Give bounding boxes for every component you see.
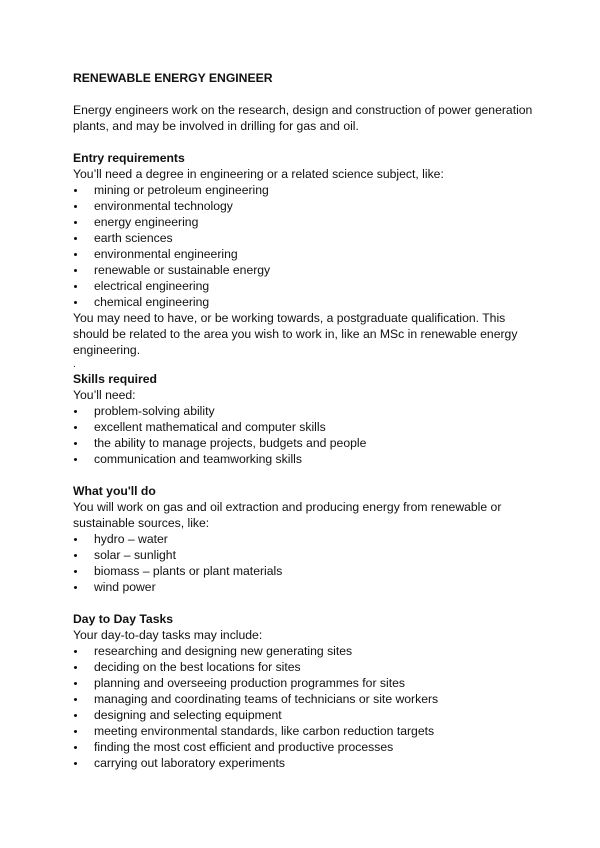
list-item: environmental technology [73, 198, 543, 214]
what-youll-do-list [73, 531, 543, 595]
what-youll-do-heading: What you'll do [73, 484, 156, 498]
list-item: designing and selecting equipment [73, 707, 543, 723]
what-youll-do-lead: You will work on gas and oil extraction and producing energy from renewable or sustainable sources, like: [73, 500, 502, 530]
skills-required-heading: Skills required [73, 372, 157, 386]
intro-paragraph: Energy engineers work on the research, design and construction of power generation plants, and may be involved in drilling for gas and oil. [73, 103, 533, 133]
entry-requirements-note: You may need to have, or be working towards, a postgraduate qualification. This should be related to the area you wish to work in, like an MSc in renewable energy engineering. [73, 311, 518, 357]
list-item: carrying out laboratory experiments [73, 755, 543, 771]
list-item: planning and overseeing production programmes for sites [73, 675, 543, 691]
entry-requirements-heading: Entry requirements [73, 151, 185, 165]
list-item: renewable or sustainable energy [73, 262, 543, 278]
list-item: meeting environmental standards, like carbon reduction targets [73, 723, 543, 739]
list-item: finding the most cost efficient and productive processes [73, 739, 543, 755]
list-item: managing and coordinating teams of technicians or site workers [73, 691, 543, 707]
skills-required-list [73, 403, 543, 467]
entry-requirements-list [73, 182, 543, 310]
list-item: chemical engineering [73, 294, 543, 310]
list-item: communication and teamworking skills [73, 451, 543, 467]
list-item: energy engineering [73, 214, 543, 230]
day-to-day-tasks-list [73, 643, 543, 771]
page-title: RENEWABLE ENERGY ENGINEER [73, 71, 273, 85]
list-item: deciding on the best locations for sites [73, 659, 543, 675]
day-to-day-tasks-heading: Day to Day Tasks [73, 612, 174, 626]
list-item: hydro – water [73, 531, 543, 547]
list-item: excellent mathematical and computer skills [73, 419, 543, 435]
day-to-day-tasks-lead: Your day-to-day tasks may include: [73, 628, 263, 642]
list-item: environmental engineering [73, 246, 543, 262]
stray-dot: . [73, 359, 76, 370]
document-content [73, 70, 543, 771]
list-item: the ability to manage projects, budgets and people [73, 435, 543, 451]
list-item: problem-solving ability [73, 403, 543, 419]
list-item: electrical engineering [73, 278, 543, 294]
list-item: biomass – plants or plant materials [73, 563, 543, 579]
list-item: mining or petroleum engineering [73, 182, 543, 198]
list-item: researching and designing new generating sites [73, 643, 543, 659]
list-item: earth sciences [73, 230, 543, 246]
entry-requirements-lead: You’ll need a degree in engineering or a related science subject, like: [73, 167, 444, 181]
list-item: solar – sunlight [73, 547, 543, 563]
list-item: wind power [73, 579, 543, 595]
skills-required-lead: You’ll need: [73, 388, 136, 402]
